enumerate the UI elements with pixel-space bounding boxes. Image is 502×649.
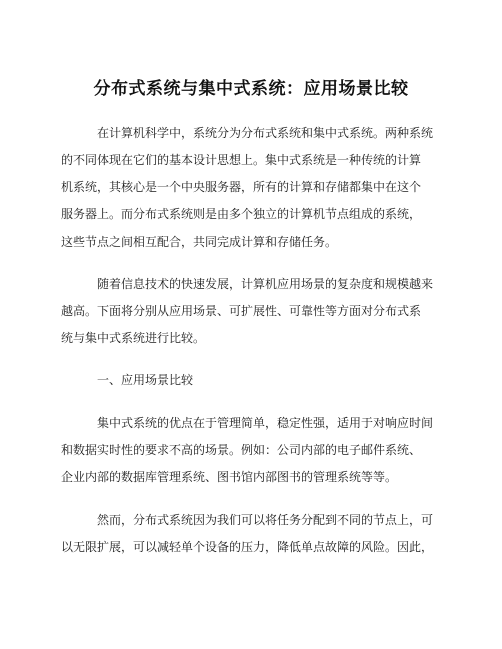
paragraph-1-line-2: 的不同体现在它们的基本设计思想上。集中式系统是一种传统的计算 [61, 153, 422, 167]
paragraph-4-line-1: 然而，分布式系统因为我们可以将任务分配到不同的节点上，可 [97, 513, 434, 527]
paragraph-1-line-3: 机系统，其核心是一个中央服务器，所有的计算和存储都集中在这个 [61, 180, 422, 194]
paragraph-1-line-1: 在计算机科学中，系统分为分布式系统和集中式系统。两种系统 [97, 126, 434, 140]
paragraph-3-line-1: 集中式系统的优点在于管理简单，稳定性强，适用于对响应时间 [97, 416, 434, 430]
paragraph-3-line-2: 和数据实时性的要求不高的场景。例如：公司内部的电子邮件系统、 [61, 443, 422, 457]
paragraph-2-line-1: 随着信息技术的快速发展，计算机应用场景的复杂度和规模越来 [97, 277, 434, 291]
paragraph-4-line-2: 以无限扩展，可以减轻单个设备的压力，降低单点故障的风险。因此， [61, 540, 434, 554]
paragraph-2-line-2: 越高。下面将分别从应用场景、可扩展性、可靠性等方面对分布式系 [61, 304, 422, 318]
section-heading: 一、应用场景比较 [97, 373, 194, 387]
document-title: 分布式系统与集中式系统：应用场景比较 [93, 79, 409, 99]
paragraph-1-line-5: 这些节点之间相互配合，共同完成计算和存储任务。 [61, 235, 338, 249]
paragraph-2-line-3: 统与集中式系统进行比较。 [61, 331, 206, 345]
paragraph-3-line-3: 企业内部的数据库管理系统、图书馆内部图书的管理系统等等。 [61, 470, 398, 484]
paragraph-1-line-4: 服务器上。而分布式系统则是由多个独立的计算机节点组成的系统， [61, 207, 422, 221]
